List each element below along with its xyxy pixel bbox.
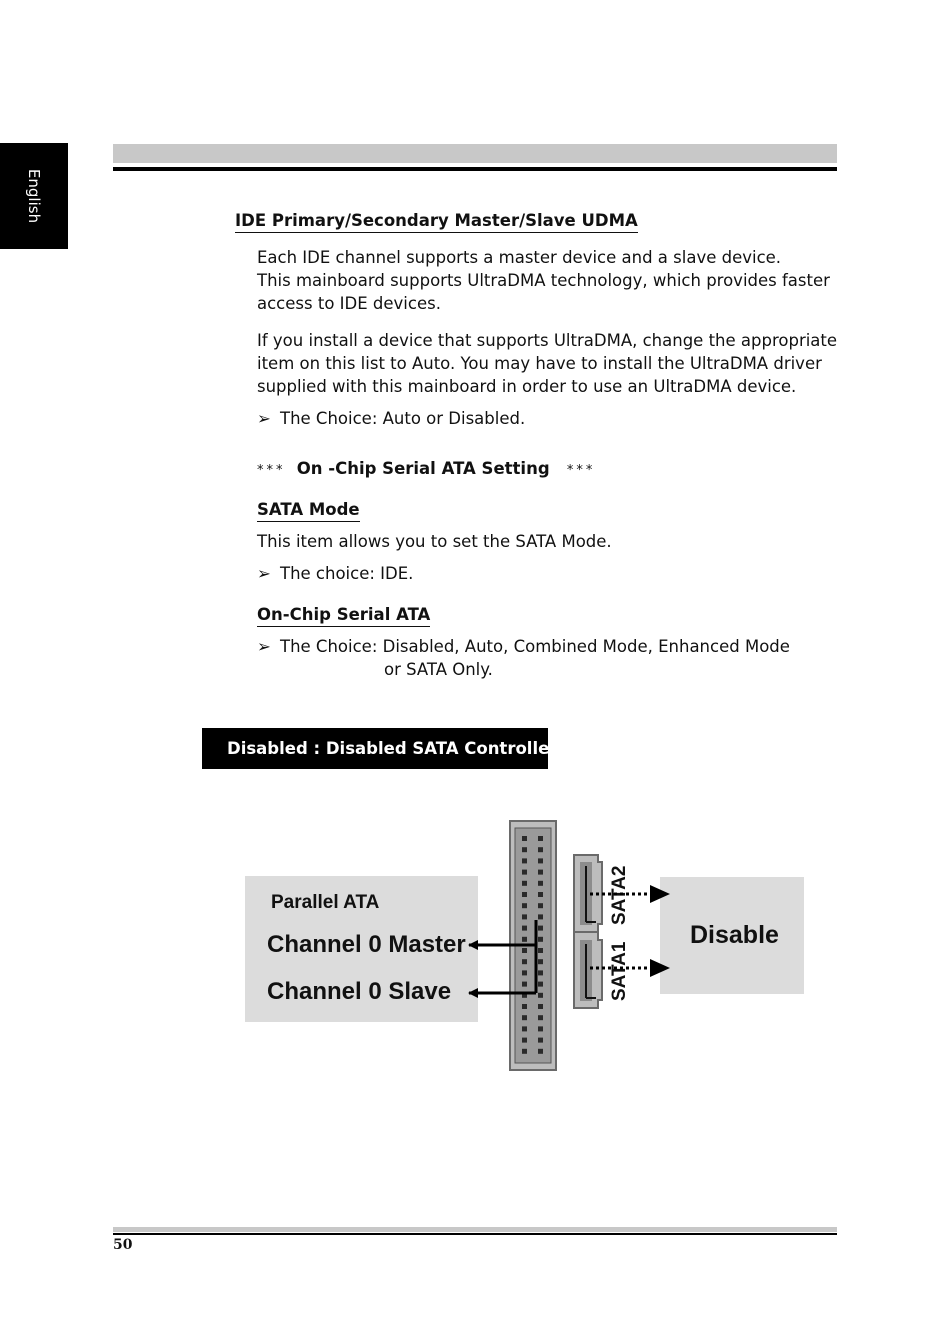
para2-line3: supplied with this mainboard in order to use an UltraDMA device. <box>257 377 797 396</box>
channel0-slave-label: Channel 0 Slave <box>267 978 452 1005</box>
onchip-sata-choice-line2: or SATA Only. <box>384 660 493 679</box>
disable-label: Disable <box>690 921 779 949</box>
ide-pin <box>538 858 543 863</box>
onchip-sata-heading: On-Chip Serial ATA <box>257 604 430 627</box>
ide-pin <box>522 1004 527 1009</box>
sata-mode-heading: SATA Mode <box>257 499 360 522</box>
sata2-label: SATA2 <box>609 865 630 925</box>
ide-pin <box>522 836 527 841</box>
ide-pin <box>522 892 527 897</box>
ide-pin <box>538 948 543 953</box>
ide-pin <box>538 881 543 886</box>
para1-line1: Each IDE channel supports a master device and a slave device. <box>257 248 782 267</box>
footer-black-rule <box>113 1233 837 1235</box>
language-tab-label: English <box>25 168 43 224</box>
sata-mode-desc: This item allows you to set the SATA Mode. <box>257 532 612 551</box>
ide-pin <box>538 993 543 998</box>
page-number: 50 <box>113 1237 133 1253</box>
onchip-setting-title: On -Chip Serial ATA Setting <box>296 459 550 478</box>
arrow-bullet-icon: ➢ <box>257 409 271 428</box>
ide-pin <box>538 847 543 852</box>
ide-pin <box>538 1038 543 1043</box>
ide-pin <box>522 881 527 886</box>
arrow-bullet-icon: ➢ <box>257 564 271 583</box>
ide-pin <box>522 926 527 931</box>
arrow-bullet-icon: ➢ <box>257 637 271 656</box>
ide-pin <box>538 1015 543 1020</box>
ide-pin <box>538 959 543 964</box>
para2-line2: item on this list to Auto. You may have to install the UltraDMA driver <box>257 354 822 373</box>
ide-pin <box>522 858 527 863</box>
ide-pin <box>538 870 543 875</box>
ide-pin <box>522 870 527 875</box>
ide-pin <box>522 959 527 964</box>
ide-pin <box>522 1038 527 1043</box>
onchip-sata-choice-line1: The Choice: Disabled, Auto, Combined Mode, Enhanced Mode <box>280 637 790 656</box>
footer-grey-bar <box>113 1227 837 1232</box>
ide-pin <box>538 1049 543 1054</box>
ide-pin <box>522 1026 527 1031</box>
ide-pin <box>522 937 527 942</box>
ide-pin <box>538 937 543 942</box>
ide-pin <box>538 1026 543 1031</box>
ide-pin <box>522 914 527 919</box>
para2-line1: If you install a device that supports UltraDMA, change the appropriate <box>257 331 838 350</box>
ide-pin <box>522 1015 527 1020</box>
sata1-label: SATA1 <box>609 941 630 1001</box>
para1-line3: access to IDE devices. <box>257 294 441 313</box>
ide-pin <box>538 982 543 987</box>
ide-pin <box>522 903 527 908</box>
ide-pin <box>538 970 543 975</box>
stars-left: *** <box>257 463 286 478</box>
ide-pin <box>538 926 543 931</box>
stars-right: *** <box>566 463 596 478</box>
parallel-ata-label: Parallel ATA <box>271 892 380 913</box>
sata-mode-choice-text: The choice: IDE. <box>280 564 414 583</box>
ide-pin <box>538 892 543 897</box>
ide-udma-heading: IDE Primary/Secondary Master/Slave UDMA <box>235 210 638 233</box>
ide-pin <box>538 903 543 908</box>
channel0-master-label: Channel 0 Master <box>267 931 466 958</box>
choice-auto-disabled-text: The Choice: Auto or Disabled. <box>280 409 526 428</box>
ide-pin <box>538 1004 543 1009</box>
ide-pin <box>522 847 527 852</box>
ide-pin <box>538 914 543 919</box>
para1-line2: This mainboard supports UltraDMA technology, which provides faster <box>257 271 830 290</box>
ide-pin <box>522 948 527 953</box>
ide-pin <box>522 1049 527 1054</box>
ide-pin <box>522 982 527 987</box>
disabled-callout-text: Disabled : Disabled SATA Controller. <box>227 739 562 758</box>
ide-pin <box>538 836 543 841</box>
ide-pin <box>522 970 527 975</box>
sata1-connector <box>574 932 602 1008</box>
